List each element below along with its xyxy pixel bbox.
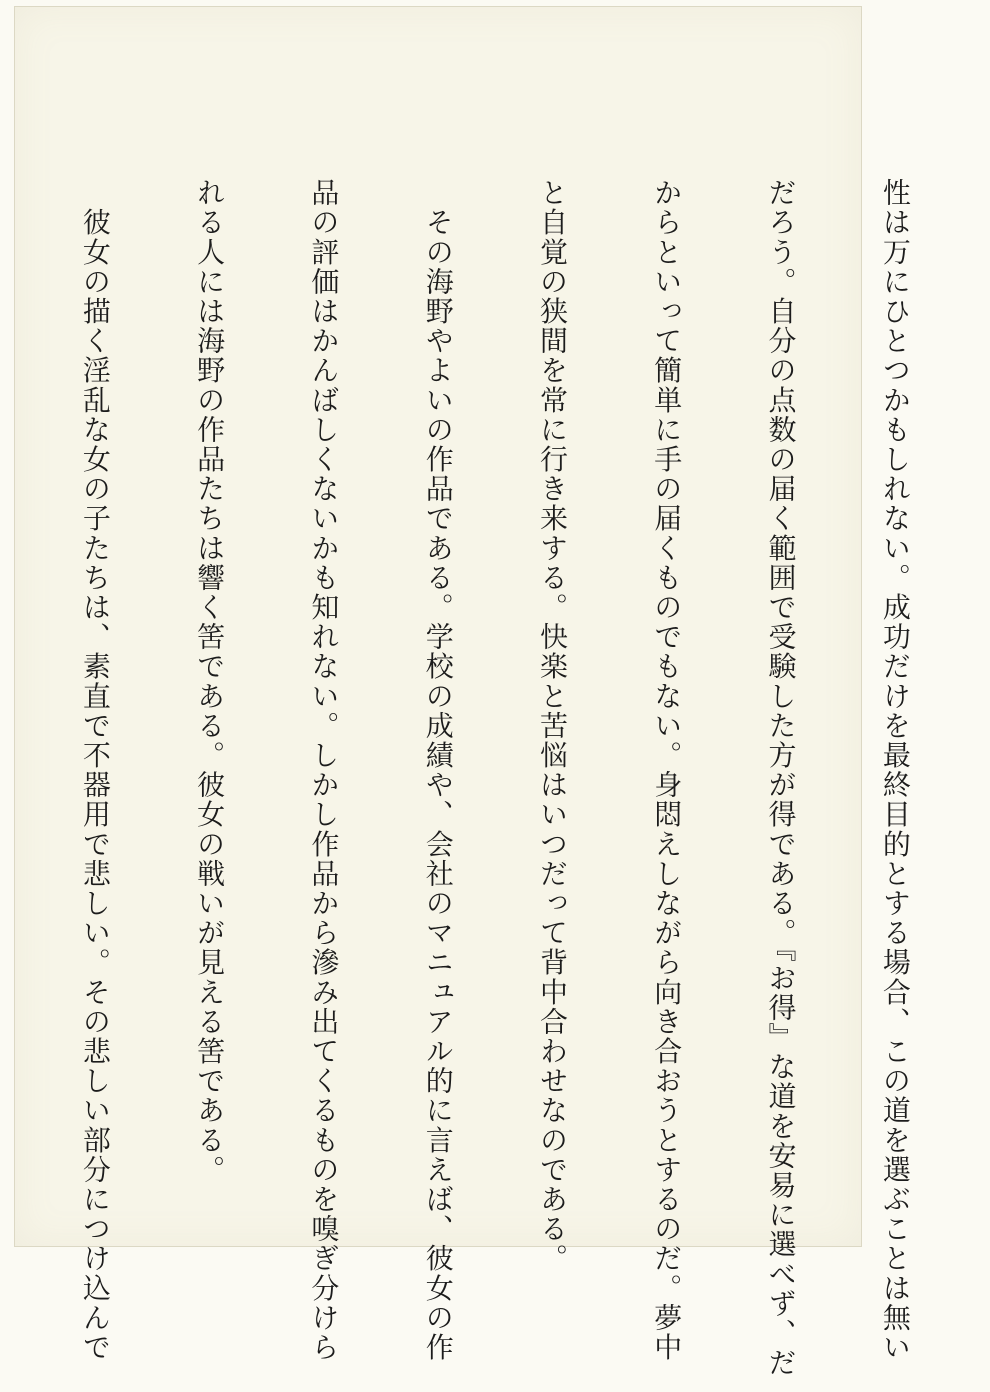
text-column: 品の評価はかんばしくないかも知れない。しかし作品から滲み出てくるものを嗅ぎ分けら [307, 178, 341, 1362]
text-column: その海野やよいの作品である。学校の成績や、会社のマニュアル的に言えば、彼女の作 [421, 178, 455, 1362]
text-column: 彼女の描く淫乱な女の子たちは、素直で不器用で悲しい。その悲しい部分につけ込んで [78, 178, 112, 1362]
text-column: からといって簡単に手の届くものでもない。身悶えしながら向き合おうとするのだ。夢中 [650, 178, 684, 1362]
text-column: だろう。自分の点数の届く範囲で受験した方が得である。『お得』な道を安易に選べず、だ [764, 178, 798, 1378]
text-column: 性は万にひとつかもしれない。成功だけを最終目的とする場合、この道を選ぶことは無い [878, 178, 912, 1362]
vertical-text-block [78, 178, 990, 1378]
text-column: れる人には海野の作品たちは響く筈である。彼女の戦いが見える筈である。 [193, 178, 227, 1185]
text-column: と自覚の狭間を常に行き来する。快楽と苦悩はいつだって背中合わせなのである。 [535, 178, 569, 1274]
